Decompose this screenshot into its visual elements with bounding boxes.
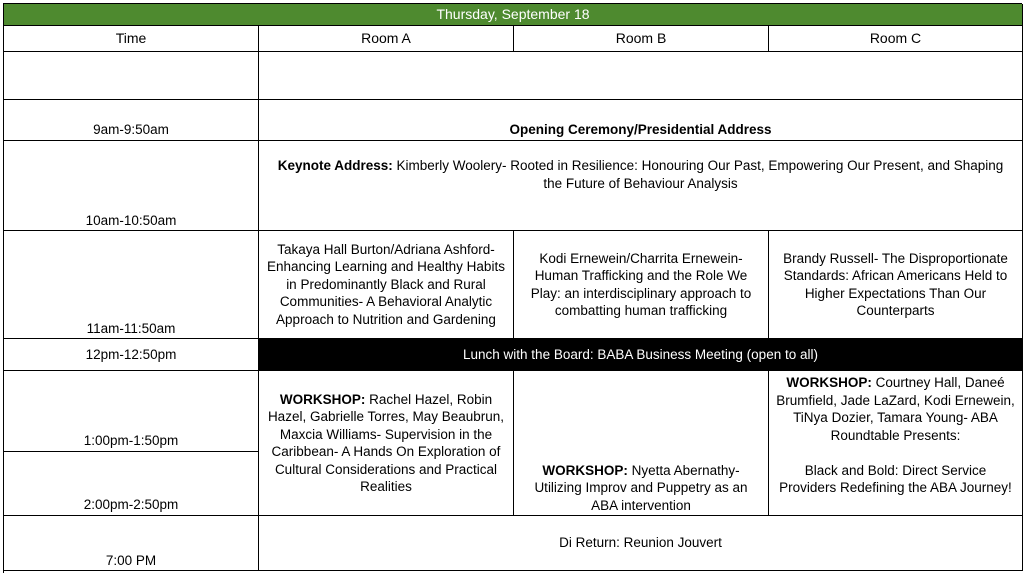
session-room-a [259,231,514,339]
time-cell-opening [4,100,259,141]
header-room-c: Room C [769,26,1023,52]
time-label: 1:00pm-1:50pm [83,432,179,448]
workshop-label: WORKSHOP: [279,391,366,407]
keynote-label: Keynote Address: [277,158,393,173]
time-cell-lunch [4,339,259,371]
workshop-label: WORKSHOP: [786,375,872,390]
schedule-table [3,3,1022,573]
workshop-text-continued: Black and Bold: Direct Service Providers Redefining the ABA Journey! [779,462,1012,495]
time-cell-workshop-1 [4,371,259,452]
opening-title: Opening Ceremony/Presidential Address [509,121,772,137]
session-text: Takaya Hall Burton/Adriana Ashford- Enhancing Learning and Healthy Habits in Predominantly Black and Rural Communities- A Behavioral Analytic Approach to Nutrition and Gardening [267,241,505,327]
time-label: 12pm-12:50pm [85,347,177,363]
day-title: Thursday, September 18 [436,5,590,22]
time-cell-workshop-2 [4,452,259,516]
workshop-room-b [514,371,769,516]
session-text: Kodi Ernewein/Charrita Ernewein- Human Trafficking and the Role We Play: an interdisciplinary approach to combatting human trafficking [530,250,752,318]
time-label: 11am-11:50am [86,320,176,336]
time-label: 10am-10:50am [85,212,177,228]
session-text: Brandy Russell- The Disproportionate Standards: African Americans Held to Higher Expectations Than Our Counterparts [783,250,1008,318]
day-banner [4,4,1023,26]
workshop-text: Courtney Hall, Daneé Brumfield, Jade LaZard, Kodi Ernewein, TiNya Dozier, Tamara Young- ABA Roundtable Presents: [776,375,1015,443]
header-time: Time [4,26,259,52]
empty-time-cell [4,52,259,100]
workshop-label: WORKSHOP: [542,462,628,478]
header-room-b: Room B [514,26,769,52]
time-cell-evening [4,516,259,571]
evening-event-cell [259,516,1023,571]
lunch-title: Lunch with the Board: BABA Business Meeting (open to all) [463,346,818,362]
workshop-room-a [259,371,514,516]
time-label: 7:00 PM [105,553,157,568]
keynote-cell [259,141,1023,231]
time-label: 9am-9:50am [93,121,169,137]
workshop-text: Rachel Hazel, Robin Hazel, Gabrielle Torres, May Beaubrun, Maxcia Williams- Supervision in the Caribbean- A Hands On Exploration of Cultural Considerations and Practical Realities [267,391,505,494]
workshop-room-c [769,371,1023,516]
evening-title: Di Return: Reunion Jouvert [559,535,722,550]
header-room-a: Room A [259,26,514,52]
workshop-text: Nyetta Abernathy- Utilizing Improv and Puppetry as an ABA intervention [534,462,748,513]
keynote-text: Kimberly Woolery- Rooted in Resilience: Honouring Our Past, Empowering Our Present, and Shaping the Future of Behaviour Analysis [392,158,1004,191]
session-room-c [769,231,1023,339]
time-cell-keynote [4,141,259,231]
time-label: 2:00pm-2:50pm [83,496,179,512]
session-room-b [514,231,769,339]
empty-row-cell [259,52,1023,100]
opening-ceremony-cell [259,100,1023,141]
lunch-cell [259,339,1023,371]
time-cell-session1 [4,231,259,339]
